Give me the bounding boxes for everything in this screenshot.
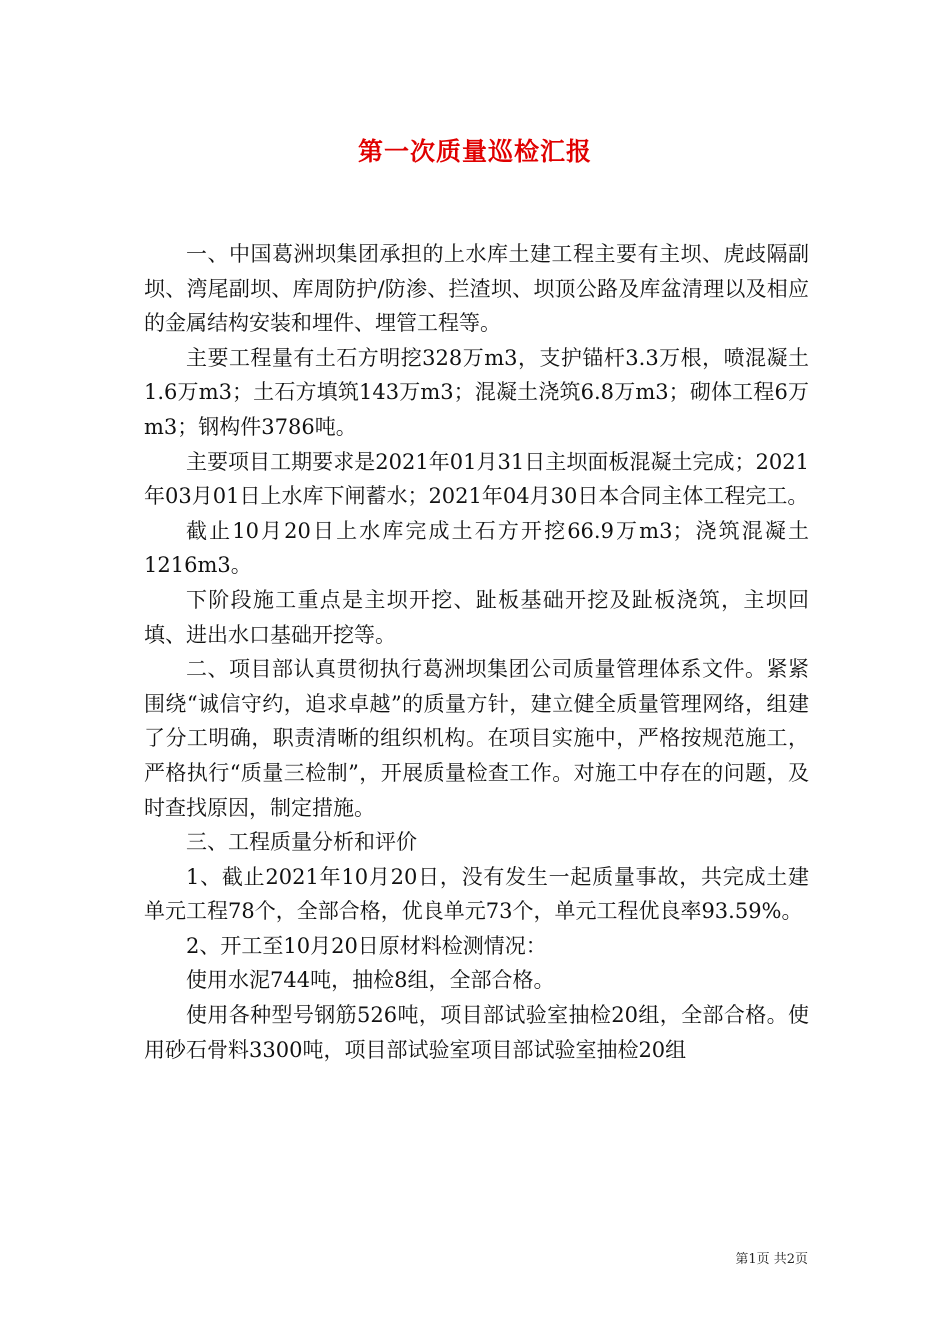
- paragraph: 下阶段施工重点是主坝开挖、趾板基础开挖及趾板浇筑，主坝回填、进出水口基础开挖等。: [144, 587, 809, 647]
- page-number: 第1页 共2页: [735, 1252, 808, 1267]
- paragraph: 2、开工至10月20日原材料检测情况：: [186, 933, 547, 958]
- paragraph: 二、项目部认真贯彻执行葛洲坝集团公司质量管理体系文件。紧紧围绕“诚信守约，追求卓越”的质量方针，建立健全质量管理网络，组建了分工明确，职责清晰的组织机构。在项目实施中，严格按规范施工，严格执行“质量三检制”，开展质量检查工作。对施工中存在的问题，及时查找原因，制定措施。: [144, 657, 809, 820]
- paragraph: 1、截止2021年10月20日，没有发生一起质量事故，共完成土建单元工程78个，全部合格，优良单元73个，单元工程优良率93.59%。: [144, 864, 809, 924]
- document-title: 第一次质量巡检汇报: [357, 137, 592, 166]
- paragraph: 主要项目工期要求是2021年01月31日主坝面板混凝土完成；2021年03月01日上水库下闸蓄水；2021年04月30日本合同主体工程完工。: [144, 449, 809, 509]
- document-body: [144, 237, 809, 1067]
- paragraph: 主要工程量有土石方明挖328万m3，支护锚杆3.3万根，喷混凝土1.6万m3；土石方填筑143万m3；混凝土浇筑6.8万m3；砌体工程6万m3；钢构件3786吨。: [144, 345, 809, 439]
- paragraph: 使用各种型号钢筋526吨，项目部试验室抽检20组，全部合格。使用砂石骨料3300吨，项目部试验室项目部试验室抽检20组: [144, 1003, 809, 1062]
- paragraph: 截止10月20日上水库完成土石方开挖66.9万m3；浇筑混凝土1216m3。: [144, 518, 809, 578]
- paragraph: 一、中国葛洲坝集团承担的上水库土建工程主要有主坝、虎歧隔副坝、湾尾副坝、库周防护/防渗、拦渣坝、坝顶公路及库盆清理以及相应的金属结构安装和埋件、埋管工程等。: [144, 242, 809, 336]
- section-heading: 三、工程质量分析和评价: [186, 830, 417, 855]
- paragraph: 使用水泥744吨，抽检8组，全部合格。: [186, 968, 555, 993]
